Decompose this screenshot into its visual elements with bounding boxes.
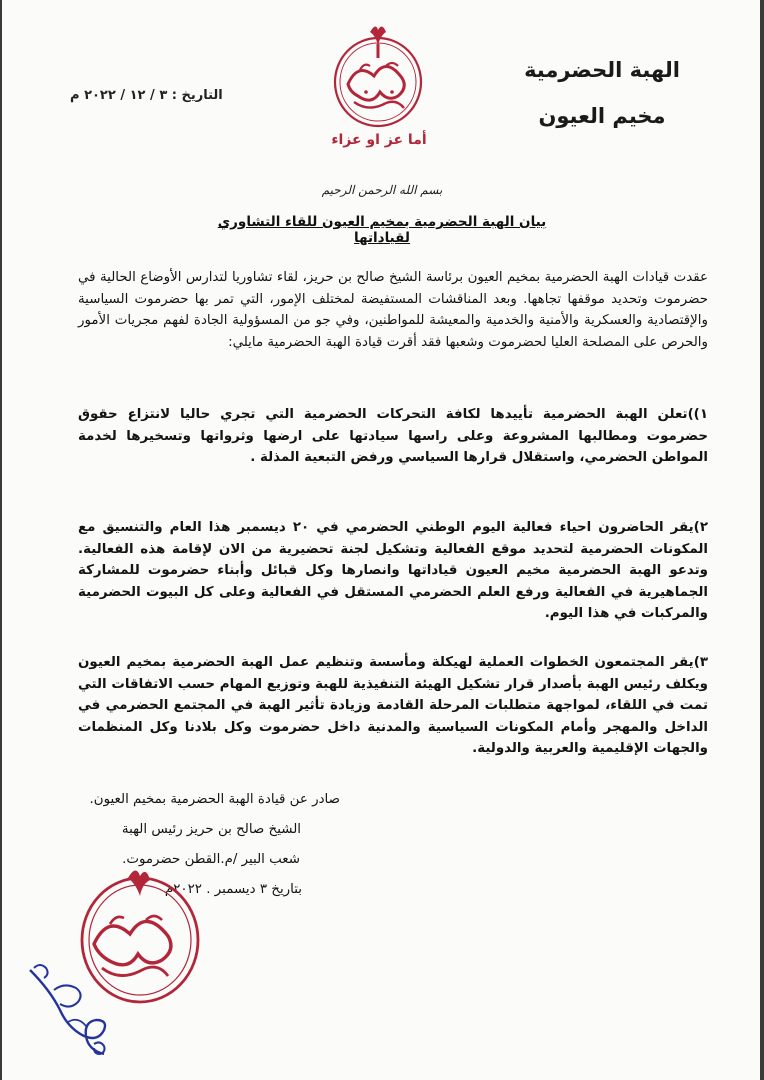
signature-date: بتاريخ ٣ ديسمبر . ٢٠٢٢م [164, 882, 302, 897]
intro-paragraph: عقدت قيادات الهبة الحضرمية بمخيم العيون برئاسة الشيخ صالح بن حريز، لقاء تشاوريا لتدارس الأوضاع الحالية في حضرموت وتحديد موقفها تجاهها. وبعد المناقشات المستفيضة لمختلف الإمور، التي تمر بها حضرموت السياسية والإقتصادية والعسكرية والأمنية والخدمية والمعيشة للمواطنين، وفي جو من المسؤولية الجادة لفهم مجريات الأمور والحرص على المصلحة العليا لحضرموت وشعبها فقد أقرت قيادة الهبة الحضرمية مايلي: [78, 270, 708, 350]
org-name: الهبة الحضرمية [524, 58, 680, 82]
handwritten-signature [24, 960, 134, 1060]
signer-location: شعب البير /م.القطن حضرموت. [122, 852, 300, 867]
document-date: التاريخ : ٣ / ١٢ / ٢٠٢٢ م [70, 88, 223, 103]
issued-by: صادر عن قيادة الهبة الحضرمية بمخيم العيون. [89, 792, 340, 807]
statement-title: بيان الهبة الحضرمية بمخيم العيون للقاء التشاوري لقياداتها [217, 214, 547, 246]
camp-name: مخيم العيون [538, 104, 666, 128]
letter-page [2, 0, 760, 1080]
point-1: ١))تعلن الهبة الحضرمية تأييدها لكافة التحركات الحضرمية التي تجري حاليا لانتزاع حقوق حضرموت ومطالبها المشروعة وعلى راسها سيادتها على ارضها وثرواتها وتسخيرها لخدمة المواطن الحضرمي، واستقلال قرارها السياسي ورفض التبعية المذلة . [78, 407, 708, 465]
signer-name: الشيخ صالح بن حريز رئيس الهبة [121, 822, 301, 837]
org-motto: أما عز او عزاء [331, 132, 427, 148]
org-logo [326, 22, 430, 130]
bismillah: بسم الله الرحمن الرحيم [321, 183, 443, 197]
point-2: ٢)يقر الحاضرون احياء فعالية اليوم الوطني الحضرمي في ٢٠ ديسمبر هذا العام والتنسيق مع المكونات الحضرمية لتحديد موقع الفعالية وتشكيل لجنة تحضيرية من الان لإقامة هذه الفعالية. وتدعو الهبة الحضرمية مخيم العيون قياداتها وانصارها وكل قبائل وأبناء حضرموت للمشاركة الجماهيرية في الفعالية ورفع العلم الحضرمي المستقل في الفعالية وعلى كل البيوت الحضرمية والمركبات في هذا اليوم. [78, 520, 708, 621]
point-3: ٣)يقر المجتمعون الخطوات العملية لهيكلة ومأسسة وتنظيم عمل الهبة الحضرمية بمخيم العيون ويكلف رئيس الهبة بأصدار قرار تشكيل الهيئة التنفيذية للهبة وتوزيع المهام حسب الاتفاقات التي تمت في اللقاء، لمواجهة متطلبات المرحلة القادمة وزيادة تأثير الهبة في المجتمع الحضرمي في الداخل والمهجر وأمام المكونات السياسية والمدنية داخل حضرموت وكل بلادنا وكل المنظمات والجهات الإقليمية والعربية والدولية. [78, 655, 708, 756]
